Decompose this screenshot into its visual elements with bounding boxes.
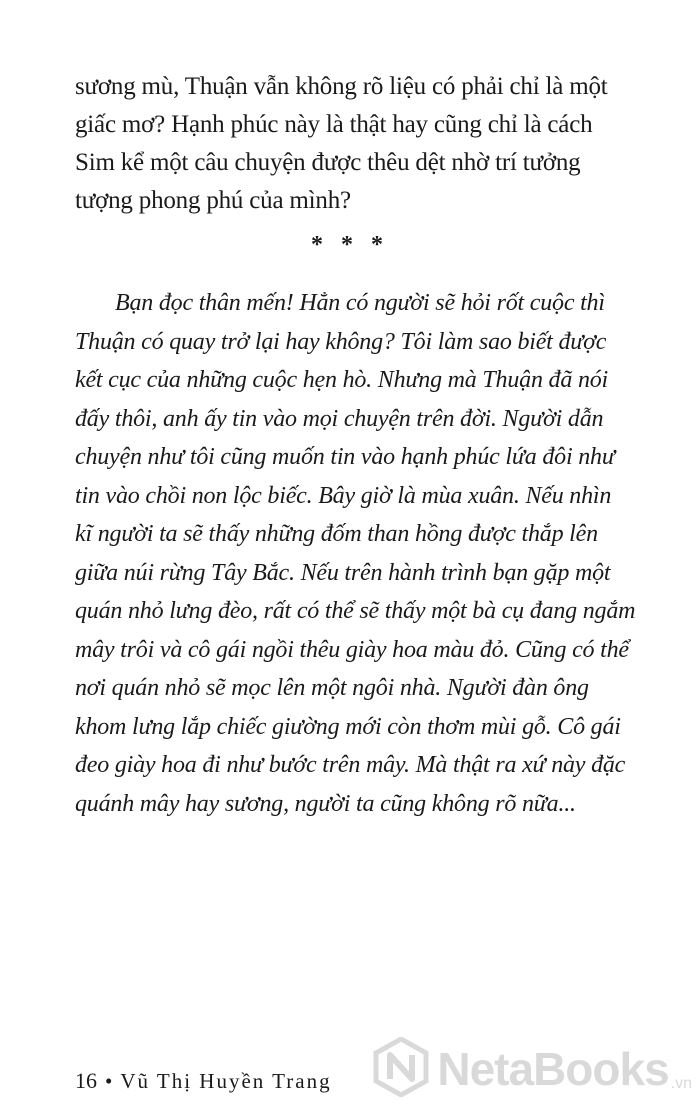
paragraph-upright xyxy=(75,68,635,220)
watermark xyxy=(373,1037,692,1101)
footer-bullet: • xyxy=(105,1069,113,1093)
section-separator: * * * xyxy=(311,232,389,258)
watermark-tld: .vn xyxy=(670,1075,692,1092)
page-number: 16 xyxy=(75,1068,97,1093)
text-line: tin vào chồi non lộc biếc. Bây giờ là mùa xuân. Nếu nhìn xyxy=(75,482,612,509)
text-line: kết cục của những cuộc hẹn hò. Nhưng mà Thuận đã nói xyxy=(75,367,609,393)
text-line: giữa núi rừng Tây Bắc. Nếu trên hành trình bạn gặp một xyxy=(75,559,611,586)
text-line: đấy thôi, anh ấy tin vào mọi chuyện trên đời. Người dẫn xyxy=(75,405,604,432)
watermark-brand: NetaBooks xyxy=(437,1043,669,1095)
text-line: mây trôi và cô gái ngồi thêu giày hoa màu đỏ. Cũng có thể xyxy=(75,636,629,663)
text-line: sương mù, Thuận vẫn không rõ liệu có phải chỉ là một xyxy=(75,73,608,100)
text-line: Thuận có quay trở lại hay không? Tôi làm sao biết được xyxy=(75,328,607,355)
netabooks-logo-icon xyxy=(373,1037,429,1101)
paragraph-italic xyxy=(75,284,635,823)
text-line: quánh mây hay sương, người ta cũng không rõ nữa... xyxy=(75,790,576,817)
page-footer xyxy=(75,1068,332,1094)
text-line: Bạn đọc thân mến! Hẳn có người sẽ hỏi rốt cuộc thì xyxy=(115,290,605,316)
text-line: đeo giày hoa đi như bước trên mây. Mà thật ra xứ này đặc xyxy=(75,752,626,778)
text-line: tượng phong phú của mình? xyxy=(75,187,351,214)
text-line: kĩ người ta sẽ thấy những đốm than hồng được thắp lên xyxy=(75,521,598,547)
text-line: quán nhỏ lưng đèo, rất có thể sẽ thấy một bà cụ đang ngắm xyxy=(75,598,636,624)
text-line: Sim kể một câu chuyện được thêu dệt nhờ trí tưởng xyxy=(75,149,581,176)
author-name: Vũ Thị Huyền Trang xyxy=(120,1069,332,1093)
text-line: giấc mơ? Hạnh phúc này là thật hay cũng chỉ là cách xyxy=(75,111,593,138)
text-line: nơi quán nhỏ sẽ mọc lên một ngôi nhà. Người đàn ông xyxy=(75,675,589,701)
text-line: chuyện như tôi cũng muốn tin vào hạnh phúc lứa đôi như xyxy=(75,444,615,470)
text-line: khom lưng lắp chiếc giường mới còn thơm mùi gỗ. Cô gái xyxy=(75,713,621,740)
